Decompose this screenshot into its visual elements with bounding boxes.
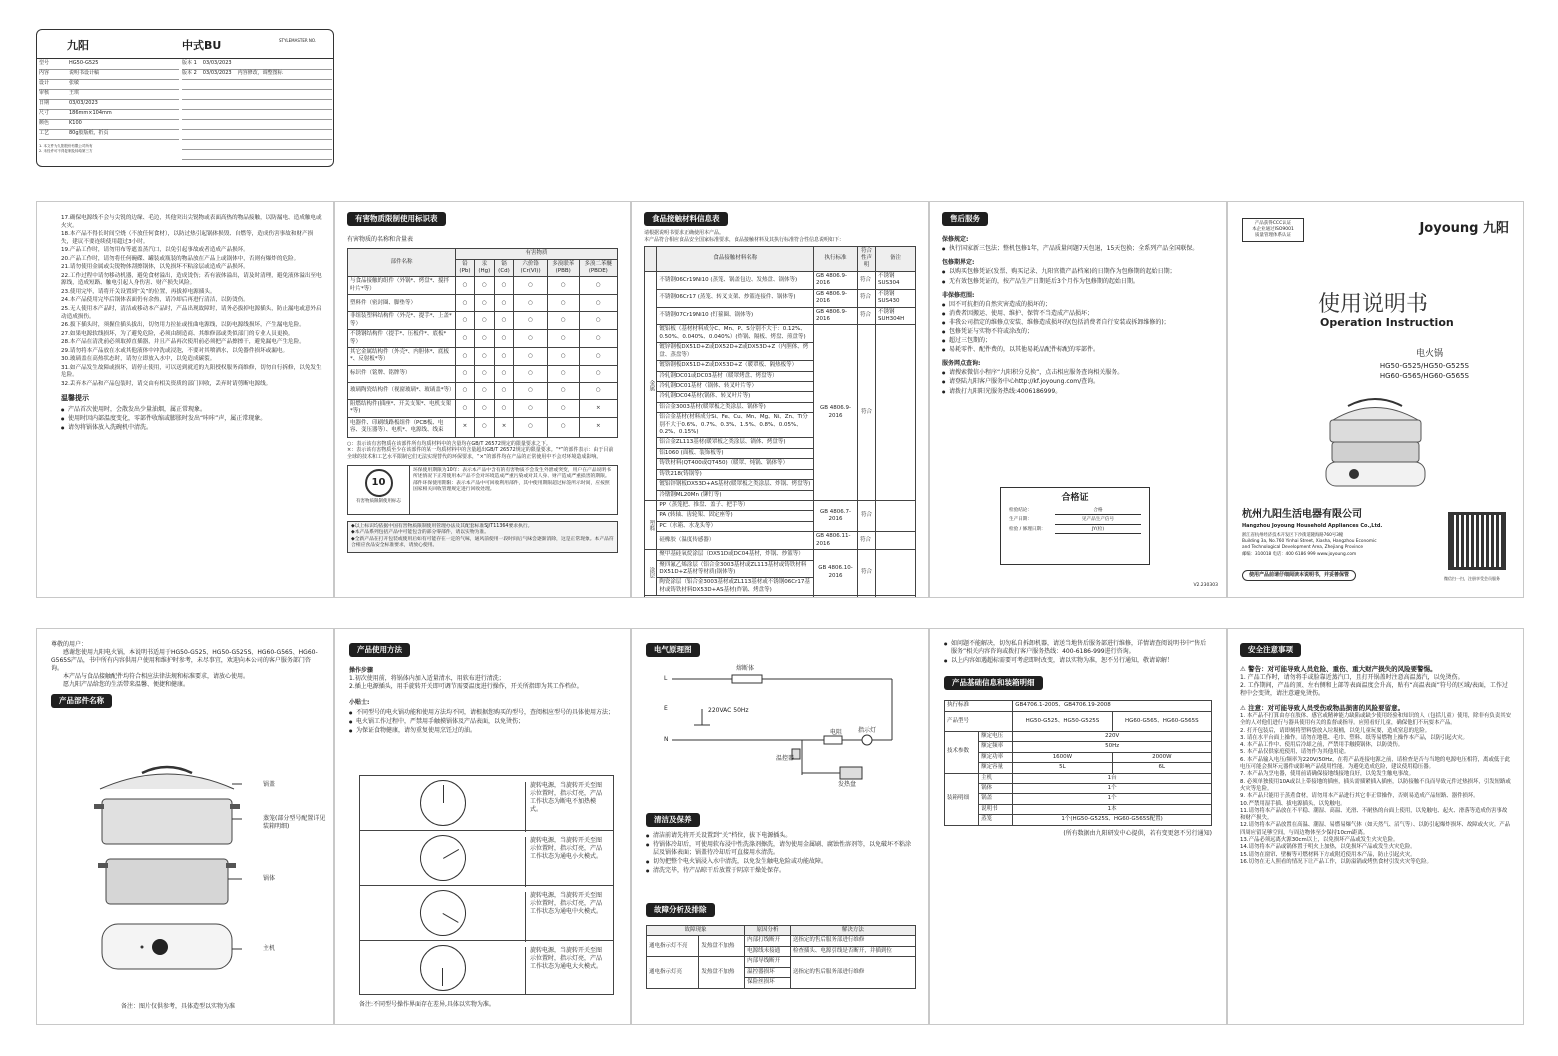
warning-list: 17.确保电源线不会与尖锐的边缘、毛边，其他突出尖锐物或表面高热的物品接触，以防漏电、造成触电或火灾。 18.本产品不得长时间空烧（不放任何食材），以防过热引起锅体损毁、自燃等，造成伤害事故和财产损失，建议不要连续使用超过3小时。 19.产品工作时，请勿用布等遮盖蒸汽口，以免引起事故或者造成产品损坏。 20.产品工作时，请勿将任何碗碟、罐装或瓶装的物品放在产品上或锅体中，否则有爆炸的危险。 21.请勿使用金属或尖锐物体刮擦锅体，以免损坏不粘涂层或造成产品损坏。 22.工作过程中请勿移动机器，避免食材溢出，造成烫伤；若有液体溢出，请及时清理，避免液体溢出至电源线，造成短路、触电引起人身伤害、财产损失风险。 23.使用完毕，请将开关设置到“关”的位置，再拔掉电源插头。 24.本产品使用完毕后锅体表面仍有余热，请冷却后再进行清洁，以防烫伤。 25.无人使用本产品时，清洁或移动本产品时，产品出现故障时，请务必拔掉电源插头，防止漏电或意外启动造成损伤。 26.拔下插头时，须握住插头拔出，切勿用力拉扯或扭曲电源线，以防电源线损坏，产生漏电危险。 27.如果电源软线损坏，为了避免危险，必须由制造商、其维修部或类似部门的专业人员更换。 28.本产品在清洗前必须取掉直插器，并且产品再次使用前必须把产品擦擦干，避免漏电产生危险。 29.请勿将本产品放在水或其他液体中冲洗或浸泡，不要对其喷洒水，以免器件损坏或漏电。 30.玻璃盖在高热状态时，请勿立即放入水中，以免造成碳裂。 31.如产品发生故障或损坏，请停止使用，可以送到就近的九阳授权服务商维修，切勿自行拆修，以免发生危险。 32.丢弃本产品和产品包装时，请交由有相关资质的部门回收，丢弃时请剪断电源线。 — [61, 215, 322, 387]
specs-table — [944, 700, 1212, 825]
table-row: 通电指示灯不亮 发热盘不加热 内部打线断开 送指定的售后服务部进行维修 — [647, 936, 916, 946]
safety-header: 安全注意事项 — [1240, 643, 1301, 657]
panel-specs — [929, 628, 1227, 1025]
clean-header: 清洁及保养 — [646, 813, 700, 827]
label-lid: 锅盖 — [263, 781, 276, 788]
label-base: 主机 — [263, 945, 276, 952]
company-name: 杭州九阳生活电器有限公司 — [1242, 509, 1362, 520]
table-row: 塑料件（密封圈、脚垫等） ○ ○ ○ ○ ○ ○ — [348, 295, 618, 312]
table-row: 温控器损坏 — [647, 967, 916, 977]
hazard-table: 部件名称 有害物质 铅(Pb) 汞(Hg) 镉(Cd) 六价铬(Cr(VI)) 多溴联苯(PBB) 多溴二苯醚(PBDE) 与食品接触的组件（外锅*、烤盘*、搅拌叶片*等） ○ ○ ○ ○ ○ ○ 塑料件（密封圈、脚垫等） ○ ○ ○ ○ ○ ○ 非组装塑料结构件（外壳*、提手*、上盖*等） ○ ○ ○ ○ ○ ○ 不锈钢结构件（提手*、压板件*、底板*等） ○ ○ ○ ○ ○ ○ 其它金属结构件（外壳*、内胆体*、底板*、反射板*等） ○ ○ ○ ○ ○ ○ 标识件（铭牌、铭牌等） ○ ○ ○ ○ ○ ○ 玻璃陶瓷结构件（视窗玻璃*、玻璃盖*等） ○ ○ ○ ○ ○ ○ 阻燃结构件(插座*、开关支架*、电机支架*等) ○ ○ ○ ○ ○ × 电器件、印刷线路板组件（PCB板、电容、变压器等）、电机*、电源线、线束 × ○ × ○ ○ × — [347, 248, 618, 437]
usage-note: 备注:不同型号操作界面存在差异,具体以实物为准。 — [359, 1001, 495, 1008]
cover-models1: HG50-G525/HG50-G525S — [1379, 362, 1469, 370]
table-row: 阻燃结构件(插座*、开关支架*、电机支架*等) ○ ○ ○ ○ ○ × — [348, 399, 618, 417]
warn-item: 1. 产品工作时，请勿将手或脸靠近蒸汽口，且打开锅盖时注意高温蒸汽，以免烫伤。 — [1240, 673, 1464, 681]
company-en: Hangzhou Joyoung Household Appliances Co.,Ltd. — [1242, 523, 1383, 529]
table-row: 额定容量 5L 6L — [945, 763, 1212, 773]
cover-product: 电火锅 — [1415, 349, 1443, 359]
address-2: Building 3a, No.760 Yinhai Street, Xiasha, Hangzhou Economic — [1242, 539, 1377, 544]
hazard-header: 有害物质限制使用标识表 — [347, 212, 446, 226]
table-row: 技术参数 额定电压 220V — [945, 731, 1212, 741]
L-label: L — [664, 675, 668, 682]
step-2: 2.插上电源插头，用手旋转开关即可调节需要温度进行操作，开关所指即为其工作档位。 — [349, 683, 583, 691]
intro-p3: 愿九阳产品给您的生活带来温馨、便捷和健康。 — [63, 681, 190, 689]
table-row: 冷轧钢DC01或DC03基材（暖罩烤盘、烤盘等） — [645, 371, 916, 381]
table-row: 镀铝板（基材材料成分C、Mn、P、S分别不大于：0.12%、0.50%、0.040%、0.040%）(炸锅、隔板、烤盘、煎盘等) GB 4806.9-2016 符合 — [645, 325, 916, 343]
cert-badges: 产品获得CCC认证 本企业通过ISO9001 质量管理体系认证 — [1242, 218, 1304, 242]
table-row: 镀锌钢板DX51D+Z或DX52D+Z或DX53D+Z（内胆体、烤盘、蒸盘等） — [645, 343, 916, 361]
table-row: 冷轧钢DC04基材(锅体、转叉叶片等) — [645, 392, 916, 402]
food-table: 食品接触材料名称 执行标准 符合性声明 备注 金属 不锈钢06Cr19Ni10 (蒸笼、锅盖包边、发热盘、锅体等) GB 4806.9-2016 符合 不锈钢SUS304 不锈钢06Cr17 (蒸笼、转叉支架、炒篮连接件、锅体等) GB 4806.9-2016 符合 不锈钢SUS430 不锈钢07Cr19Ni10 (钉箍圈、锅体等) GB 4806.9-2016 符合 不锈钢SUH304H 镀铝板（基材材料成分C、Mn、P、S分别不大于：0.12%、0.50%、0.040%、0.040%）(炸锅、隔板、烤盘、煎盘等) GB 4806.9-2016 符合 镀锌钢板DX51D+Z或DX52D+Z或DX53D+Z（内胆体、烤盘、蒸盘等） 镀铬钢板DX51D+Z或DX53D+Z（暖罩板、隔热板等） 冷轧钢DC01或DC03基材（暖罩烤盘、烤盘等） 冷轧钢DC01基材（锅体、转叉叶片等） 冷轧钢DC04基材(锅体、转叉叶片等) 铝合金3003基材(暖罩板之类涂层、锅体等) 铝合金基材(材料成分Si、Fe、Cu、Mn、Mg、Ni、Zn、Ti分别不大于0.6%、0.7%、0.3%、1.5%、0.8%、0.05%、0.2%、0.15%) 铝合金ZL113基材(暖罩板之类涂层、锅体、烤盘等) 铝1060 (面板、装饰板等) 铸铁材料(QT400或QT450)（暖罩、炖锅、锅体等） 铸铁218(铸锅等) 镀铝锌钢板DX53D+AS基材(暖罩板之类涂层、炸锅、烤盘等) 冷镦钢ML20Mn (铆钉等) 塑料 PP（蒸笼把、推盘、盖子、把手等） GB 4806.7-2016 符合 PA (转轴、齿轮架、固定座等) PC（水箱、水龙头等） 硅橡胶（温度传感器） GB 4806.11-2016 符合 涂层 聚甲基硅氧烷涂层（DX51D或DC04基材，炸锅、炒篮等） GB 4806.10-2016 符合 聚四氟乙烯涂层（铝合金3003基材或ZL113基材或铸铁材料DX51D+Z基材等材质(锅体等) 陶瓷涂层（铝合金3003基材或ZL113基材或不锈钢06Cr17基材或铸铁材料DX53D+AS基材(炸锅、烤盘等) — [644, 246, 916, 598]
specs-foot: (所有数据由九阳研发中心提供，若有变更恕不另行通知) — [1063, 829, 1212, 837]
hazard-bottom3: ◆全新产品在打开包装或使用后如有可能存在一定的气味，通风前使用一段时间后气味会逐渐消除，这是正常现象。本产品符合相应食品安全标准要求，请放心使用。 — [351, 536, 614, 549]
table-row: 铸铁材料(QT400或QT450)（暖罩、炖锅、锅体等） — [645, 459, 916, 469]
cover-bottom-note: 使用产品前请仔细阅读本说明书，并妥善保管 — [1242, 570, 1356, 581]
table-row: 说明书 1本 — [945, 804, 1212, 814]
table-row: 不锈钢07Cr19Ni10 (钉箍圈、锅体等) GB 4806.9-2016 符合 不锈钢SUH304H — [645, 307, 916, 325]
table-row: 硅橡胶（温度传感器） GB 4806.11-2016 符合 — [645, 532, 916, 550]
resistor-label: 电阻 — [830, 729, 843, 736]
zip-phone: 邮编：310018 电话：400 6186 999 www.joyoung.com — [1242, 552, 1357, 557]
intro-note: 备注：图片仅供参考，具体造型以实物为准 — [121, 1003, 236, 1010]
table-row: 保险丝损坏 — [647, 978, 916, 988]
dial-mid-icon — [412, 882, 475, 945]
dial-high-icon — [420, 945, 466, 991]
table-row: 通电指示灯亮 发热盘不加热 内部导线断开 送指定的售后服务部进行维修 — [647, 957, 916, 967]
panel-hazard — [334, 201, 631, 598]
tips-title: 温馨提示 — [61, 394, 89, 403]
table-row: 不锈钢06Cr17 (蒸笼、转叉支架、炒篮连接件、锅体等) GB 4806.9-2016 符合 不锈钢SUS430 — [645, 289, 916, 307]
panel-intro — [36, 628, 334, 1025]
voltage-label: 220VAC 50Hz — [708, 707, 749, 714]
heater-label: 发热盘 — [838, 781, 857, 788]
intro-p1: 感谢您使用九阳电火锅，本说明书适用于HG50-G525、HG50-G525S、HG60-G565、HG60-G565S产品，书中所有内容供用户使用和维护时参考，未尽事宜，欢迎向本公司的客户服务部门咨询。 — [51, 649, 318, 673]
parts-diagram — [92, 759, 242, 999]
table-row: 额定频率 50Hz — [945, 742, 1212, 752]
thermostat-label: 温控器 — [776, 755, 795, 762]
table-row: 铝合金ZL113基材(暖罩板之类涂层、锅体、烤盘等) — [645, 438, 916, 448]
panel-food-contact — [631, 201, 929, 598]
panel-service: 售后服务 保修规定: ● 执行国家新三包法；整机包修1年，产品质量问题7天包退，15天包换；全系列产品全国联保。 包修期界定: ● 以购买包修凭证(发票、购买记录、九阳官微产品档案)的日期作为包修期的起始日期； ● 无有效包修凭证的，按产品生产日期延后3个月作为包修期的起始日期。 非保修范围: ● 因不可抗拒的自然灾害造成的损坏的； ● 消费者因搬运、使用、维护、保管不当造成产品损坏； ● 非我公司指定的维修点安装、维修造成损坏的(包括消费者自行安装或拆卸维修的)； ● 包修凭证与实物不符或涂改的； ● 超过三包期的； ● 易耗零件、配件费的，以其他易耗品配件标配的零部件。 服务网点查询: ● 请搜索微信小程序“九阳积分兑换”，点击相应服务查询相关服务。 ● 请登陆九阳客户服务中心http://kf.joyoung.com/查询。 ● 请拨打九阳阳光服务热线:4006186999。 合格证 检验结论： 合格 生产日期： 见产品生产信号 检验 / 修理日期： JY(检) V2.230303 — [929, 201, 1227, 598]
hazard-note2: ×：表示该有害物质至少在该部件的某一均质材料中的含量超出GB/T 26572规定的限量要求。“*”的部件表示：由于目前全球的技术和工艺水平限制它们无法实现替代的环保要求，“×”的部件均在产品的正常使用中不会对环境造成影响。 — [347, 447, 614, 461]
table-row: PA (转轴、齿轮架、固定座等) — [645, 511, 916, 521]
hazard-note1: ○：表示该有害物质在该部件所有均质材料中的含量均在GB/T 26572规定的限量要求之下。 — [347, 440, 551, 447]
table-row: 蒸笼 1个(HG50-G525S、HG60-G565S配置) — [945, 815, 1212, 825]
N-label: N — [664, 736, 669, 743]
table-row: 其它金属结构件（外壳*、内胆体*、底板*、反射板*等） ○ ○ ○ ○ ○ ○ — [348, 348, 618, 366]
food-header: 食品接触材料信息表 — [644, 212, 728, 226]
usage-header: 产品使用方法 — [349, 643, 410, 657]
cover-title-en: Operation Instruction — [1320, 316, 1454, 329]
intro-greet: 尊敬的用户： — [51, 641, 88, 648]
qr-code-icon — [1448, 512, 1506, 570]
table-row: 镀铬钢板DX51D+Z或DX53D+Z（暖罩板、隔热板等） — [645, 361, 916, 371]
parts-header: 产品部件名称 — [51, 694, 112, 708]
trouble-header: 故障分析及排除 — [646, 903, 715, 917]
bu-cell: 中式BU — [182, 39, 222, 52]
table-row: 与食品接触的组件（外锅*、烤盘*、搅拌叶片*等） ○ ○ ○ ○ ○ ○ — [348, 277, 618, 295]
clean-list: ● 清洁前请先将开关设置到“关”档位，拔下电源插头。 ● 待锅体冷却后，可使用软布浸中性洗涤剂擦洗，请勿使用金属刷、腐蚀性溶剂等，以免破坏不粘涂层及锅体表面；锅盖待冷却后可直接用水清洗。 ● 切勿把整个电火锅浸入水中清洗，以免发生触电危险或功能故障。 ● 清洗完毕，待产品晾干后放置于阴凉干燥处保存。 — [646, 831, 916, 876]
circuit-diagram — [662, 665, 912, 785]
dial-off-icon — [420, 780, 466, 826]
table-row: 非组装塑料结构件（外壳*、提手*、上盖*等） ○ ○ ○ ○ ○ ○ — [348, 312, 618, 330]
panel-warnings-cont — [36, 201, 334, 598]
table-row: 额定功率 1600W 2000W — [945, 752, 1212, 762]
intro-p2: 本产品与食品接触配件均符合相应法律法规和标准要求，请放心使用。 — [63, 673, 250, 681]
certificate: 合格证 检验结论： 合格 生产日期： 见产品生产信号 检验 / 修理日期： JY(检) — [1000, 487, 1150, 565]
service-s3: 非保修范围: — [942, 291, 975, 299]
tips-list: ● 产品首次使用时，会散发出少量油烟，属正常现象。 ● 使用时因内部温度变化，零部件收缩或膨胀时发出“咔咔”声，属正常现象。 ● 请勿将锅体放入洗碗机中清洗。 — [61, 406, 323, 432]
label-pot: 锅体 — [263, 875, 276, 882]
table-row: 电器件、印刷线路板组件（PCB板、电容、变压器等）、电机*、电源线、线束 × ○ × ○ ○ × — [348, 417, 618, 437]
epup-icon: 10 — [365, 469, 393, 497]
hazard-subtitle: 有害物质的名称和含量表 — [347, 236, 414, 244]
service-header: 售后服务 — [942, 212, 988, 226]
table-row: 聚四氟乙烯涂层（铝合金3003基材或ZL113基材或铸铁材料DX51D+Z基材等材质(锅体等) — [645, 560, 916, 578]
table-row: 铸铁218(铸锅等) — [645, 469, 916, 479]
usage-tips-title: 小贴士: — [349, 699, 370, 707]
panel-circuit — [631, 628, 929, 1025]
warning-title: ⚠ 警告：对可能导致人员危险、重伤、重大财产损失的风险要警惕。 — [1240, 665, 1437, 674]
stylemaster-label: STYLEMASTER NO. — [279, 38, 317, 43]
table-row: PC（水箱、水龙头等） — [645, 521, 916, 531]
table-row: 冷镦钢ML20Mn (铆钉等) — [645, 490, 916, 500]
circuit-header: 电气原理图 — [646, 643, 700, 657]
address-3: and Technological Development Area, Zhejiang Province — [1242, 545, 1364, 550]
panel-usage: 产品使用方法 操作步骤 1.初次使用前，将锅体内加入适量清水，用软布进行清洗； 2.插上电源插头，用手旋转开关即可调节需要温度进行操作，开关所指即为其工作档位。 小贴士: ● 不同型号的电火锅功能和使用方法均不同，请根据您购买的型号，查阅相应型号的具体使用方法； ● 电火锅工作过程中，严禁用手触摸锅体及产品表面，以免烫伤； ● 为保证食物健康，请勿重复使用烹饪过的油。 旋转电源，当旋转开关至图示位置时，指示灯亮，产品工作状态为断电不加热模式。 旋转电源，当旋转开关至图示位置时，指示灯亮，产品工作状态为通电小火模式。 旋转电源，当旋转开关至图示位置时，指示灯亮，产品工作状态为通电中火模式。 旋转电源，当旋转开关至图示位置时，指示灯亮，产品工作状态为通电大火模式。 备注:不同型号操作界面存在差异,具体以实物为准。 — [334, 628, 631, 1025]
qr-caption: 微信扫一扫，注册享受会员服务 — [1444, 576, 1500, 581]
table-row — [645, 596, 916, 598]
fuse-label: 熔断体 — [736, 665, 755, 672]
warn-item: 2. 工作期间，产品的顶、左右侧和上部等表面温度会升高，贴有“高温表面”符号的区域/表面，工作过程中会变烫，请注意避免烫伤。 — [1240, 681, 1508, 698]
table-row: 金属 不锈钢06Cr19Ni10 (蒸笼、锅盖包边、发热盘、锅体等) GB 4806.9-2016 符合 不锈钢SUS304 — [645, 271, 916, 289]
food-intro2: 本产品符合相应食品安全国家标准要求，食品接触材料及其执行标准符合性信息说明如下： — [644, 236, 845, 243]
cover-models2: HG60-G565/HG60-G565S — [1379, 372, 1469, 380]
address-1: 浙江省杭州经济技术开发区下沙街道隆海路760号3幢 — [1242, 533, 1344, 538]
warning-triangle-icon: ⚠ — [1240, 665, 1246, 674]
panel-cover — [1227, 201, 1524, 598]
table-row: 执行标准 GB4706.1-2005、GB4706.19-2008 — [945, 701, 1212, 711]
table-row: 铝1060 (面板、装饰板等) — [645, 448, 916, 458]
brand-cell: 九阳 — [67, 39, 89, 52]
hazard-bottom1: ◆以上标识均依据中国有害物质限制使用管理办法及其配套标准SJ/T11364要求执行。 — [351, 523, 533, 529]
table-row: 不锈钢结构件（提手*、压板件*、底板*等） ○ ○ ○ ○ ○ ○ — [348, 330, 618, 348]
dial-low-icon — [412, 827, 475, 890]
specs-header: 产品基础信息和装箱明细 — [944, 676, 1043, 690]
table-row: 产品型号 HG50-G525、HG50-G525S HG60-G565、HG60-G565S — [945, 711, 1212, 731]
table-row: 标识件（铭牌、铭牌等） ○ ○ ○ ○ ○ ○ — [348, 365, 618, 382]
table-row: 镀铝锌钢板DX53D+AS基材(暖罩板之类涂层、炸锅、烤盘等) — [645, 480, 916, 490]
E-label: E — [664, 705, 668, 712]
title-rows: 型号 HG50-G525 内容 说明书设计稿 设计 张敏 审核 王琪 日期 03/03/2023 尺寸 186mm×104mm 颜色 K100 工艺 80g胶版纸，折页 1. 本文件为九阳股份有限公司所有 2. 未经许可不得复制及转给第三方 — [39, 60, 179, 153]
table-row: 玻璃陶瓷结构件（视窗玻璃*、玻璃盖*等） ○ ○ ○ ○ ○ ○ — [348, 382, 618, 399]
caution-title: ⚠ 注意：对可能导致人员受伤或物品损害的风险要留意。 — [1240, 704, 1405, 713]
dial-table: 旋转电源，当旋转开关至图示位置时，指示灯亮，产品工作状态为断电不加热模式。 旋转电源，当旋转开关至图示位置时，指示灯亮，产品工作状态为通电小火模式。 旋转电源，当旋转开关至图示位置时，指示灯亮，产品工作状态为通电中火模式。 旋转电源，当旋转开关至图示位置时，指示灯亮，产品工作状态为通电大火模式。 — [359, 775, 614, 995]
table-row: 铝合金基材(材料成分Si、Fe、Cu、Mn、Mg、Ni、Zn、Ti分别不大于0.6%、0.7%、0.3%、1.5%、0.8%、0.05%、0.2%、0.15%) — [645, 413, 916, 438]
specs-pre2: ● 以上内容如遇超标需要可考虑即时改变，请以实物为准，恕不另行通知，敬请谅解！ — [944, 657, 1212, 665]
lamp-label: 指示灯 — [858, 727, 877, 734]
table-row: 锅盖 1个 — [945, 794, 1212, 804]
table-row: 锅体 1个 — [945, 783, 1212, 793]
label-steamer: 蒸笼(部分型号配置详见装箱明细) — [263, 815, 326, 831]
food-intro1: 请根据说明书要求正确使用本产品。 — [644, 230, 725, 237]
title-block: 九阳 中式BU STYLEMASTER NO. 型号 HG50-G525 内容 说明书设计稿 设计 张敏 审核 王琪 日期 03/03/2023 尺寸 186mm×104mm 颜色 K100 工艺 80g胶版纸，折页 1. 本文件为九阳股份有限公司所有 2. 未经许可不得复制及转给第三方 版本 1 03/03/2023 版本 2 03/03/2023 内容修改，调整图标 — [36, 29, 334, 167]
table-row: 涂层 聚甲基硅氧烷涂层（DX51D或DC04基材，炸锅、炒篮等） GB 4806.10-2016 符合 — [645, 550, 916, 560]
steps-title: 操作步骤 — [349, 667, 374, 675]
specs-pre1: ● 如问题不能解决，切勿私自拆卸机器，请送当地售后服务部进行维修，详情请查阅说明书中“售后服务”相关内容咨询或拨打客户服务热线：400-6186-999进行咨询。 — [944, 640, 1212, 656]
table-row: 装箱明细 主机 1台 — [945, 773, 1212, 783]
joyoung-logo: Joyoung 九阳 — [1419, 221, 1509, 236]
caution-triangle-icon: ⚠ — [1240, 704, 1246, 713]
service-s1: 保修规定: — [942, 236, 969, 244]
table-row: 铝合金3003基材(暖罩板之类涂层、锅体等) — [645, 402, 916, 412]
table-row: 冷轧钢DC01基材（锅体、转叉叶片等） — [645, 381, 916, 391]
cover-title-cn: 使用说明书 — [1318, 292, 1429, 317]
panel-safety — [1227, 628, 1524, 1025]
hazard-bottom2: ◆本产品系列包括产品中可能包含的部分零部件，请以实物为准。 — [351, 530, 490, 536]
epup-text: 环保使用期限为10年：表示本产品中含有的有害物质不会发生外泄或突变，用户在产品说明书所述情况下正常使用本产品不会对环境造成严重污染或对其人身、财产造成严重损害的期限。部件环保使用期限：表示本产品中可回收利用部件，其中使用期限超过标签所示时间，应按照国家相关回收管理规定进行回收处理。 — [413, 467, 611, 493]
hotpot-image — [1318, 390, 1433, 490]
table-row: 塑料 PP（蒸笼把、推盘、盖子、把手等） GB 4806.7-2016 符合 — [645, 501, 916, 511]
version-label: V2.230303 — [1193, 582, 1218, 588]
epup-caption: 有害物质限制使用标志 — [356, 498, 401, 504]
trouble-table: 故障现象 原因分析 解决方法 通电指示灯不亮 发热盘不加热 内部打线断开 送指定的售后服务部进行维修 电源线未接通 检查插头、电源引线是否断开，并插到位 通电指示灯亮 发热盘不加热 内部导线断开 送指定的售后服务部进行维修 温控器损坏 保险丝损坏 — [646, 925, 916, 989]
caution-list: 1. 本产品不打算由存在肢体、感官或精神能力缺陷或缺少使用经验和知识的人（包括儿童）使用，除非有负责其安全的人对他们进行与器具使用有关的监督或指导。应照看好儿童，确保他们不玩耍本产品。 2. 打开包装后，请即刻将塑料袋放入垃圾桶，以免儿童玩耍，造成窒息的危险。 3. 请在水平台面上操作。请勿在地毯、毛巾、塑料、纸等易燃物上操作本产品，以防引起火灾。 4. 本产品工作中、使用后冷却之前，严禁用手触摸锅体，以防烫伤。 5. 本产品仅供家庭使用，请勿作为其他用途。 6. 本产品输入电压/频率为220V/50Hz，在将产品连接电源之前，请检查是否与当地的电源电压相符，离或低于此电压可能会损坏元器件或影响产品使用性能。为避免造成危险，建议使用稳压器。 7. 本产品为烹电器，使用前请确保接地线接地良好，以免发生触电事故。 8. 必须单独使用10A或以上带接地的插座，插头需插紧插入插座，以防接触不良而导致元件过热损坏，引发短路或火灾等危险。 9. 本产品只能用于蒸煮食材，请勿用本产品进行其它非正常操作，否则易造成产品短路、器件损坏。 10.严禁用湿手插、拔电源插头，以免触电。 11.请勿将本产品放在不平稳、潮湿、高温、光滑、不耐热的台面上使用，以免触电、起火、滑落等造成伤害事故和财产损失。 12.请勿将本产品放置在高温、潮湿、易燃易爆气体（如天然气、沼气等）、以防引起爆炸损坏、故障或火灾。产品四周应留足够空间，与周边物体至少保持10cm距离。 13.产品必须远离火源30cm以上，以免损坏产品或发生火灾危险。 14.请勿将本产品或锅体置于明火上加热，以免损坏产品或发生火灾危险。 15.请勿在窗帘、壁橱等可燃材料下方或附近使用本产品，防止引起火灾。 16.切勿在无人照看的情况下让产品工作，以防溢锅或烤焦食材引发火灾等危险。 — [1240, 712, 1511, 865]
table-row: 陶瓷涂层（铝合金3003基材或ZL113基材或不锈钢06Cr17基材或铸铁材料DX53D+AS基材(炸锅、烤盘等) — [645, 578, 916, 596]
service-s4: 服务网点查询: — [942, 360, 981, 368]
step-1: 1.初次使用前，将锅体内加入适量清水，用软布进行清洗； — [349, 675, 505, 683]
service-s2: 包修期界定: — [942, 259, 975, 267]
table-row: 电源线未接通 检查插头、电源引线是否断开，并插到位 — [647, 946, 916, 956]
